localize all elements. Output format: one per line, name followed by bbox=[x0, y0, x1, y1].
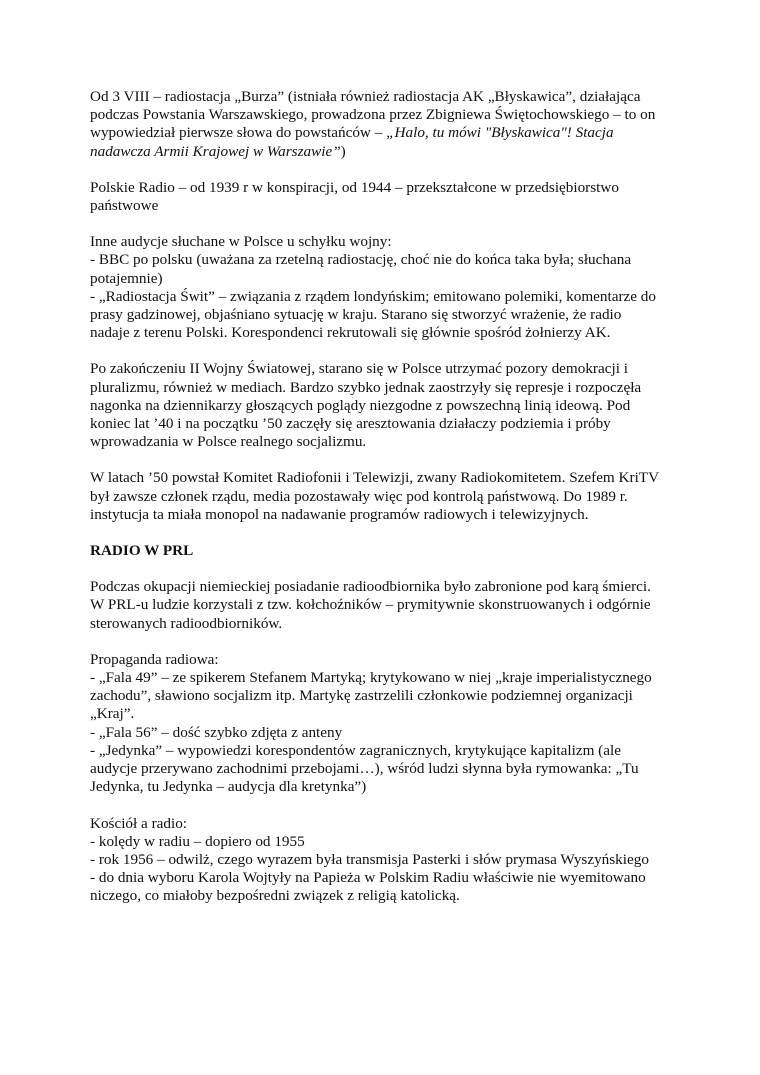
paragraph-inne-audycje bbox=[90, 233, 690, 342]
section-heading: RADIO W PRL bbox=[90, 542, 194, 560]
text-line: był zawsze członek rządu, media pozostawały więc pod kontrolą państwową. Do 1989 r. bbox=[90, 487, 628, 505]
text-segment: wypowiedział pierwsze słowa do powstańców – bbox=[90, 124, 387, 142]
paragraph-kosciol bbox=[90, 815, 690, 906]
text-line: nadaje z terenu Polski. Korespondenci rekrutowali się głównie spośród żołnierzy AK. bbox=[90, 324, 611, 342]
text-line: instytucja ta miała monopol na nadawanie programów radiowych i telewizyjnych. bbox=[90, 505, 589, 523]
text-line: - BBC po polsku (uważana za rzetelną radiostację, choć nie do końca taka była; słuchana bbox=[90, 251, 632, 269]
paragraph-okupacja bbox=[90, 578, 690, 633]
text-line: Podczas okupacji niemieckiej posiadanie radioodbiornika było zabronione pod karą śmierci. bbox=[90, 578, 651, 596]
paragraph-po-wojnie bbox=[90, 360, 690, 451]
paragraph-polskie-radio bbox=[90, 179, 690, 215]
text-line: Od 3 VIII – radiostacja „Burza” (istniała również radiostacja AK „Błyskawica”, działająca bbox=[90, 88, 641, 105]
text-line: „Kraj”. bbox=[90, 705, 135, 723]
paragraph-radiokomitet bbox=[90, 469, 690, 524]
text-line: - „Fala 56” – dość szybko zdjęta z anteny bbox=[90, 723, 343, 741]
paragraph-radio-burza bbox=[90, 88, 690, 161]
text-line: Inne audycje słuchane w Polsce u schyłku wojny: bbox=[90, 233, 392, 251]
text-line: Propaganda radiowa: bbox=[90, 650, 219, 668]
text-line: W PRL-u ludzie korzystali z tzw. kołchoźników – prymitywnie skonstruowanych i odgórnie bbox=[90, 596, 651, 614]
text-line: zachodu”, sławiono socjalizm itp. Martykę zastrzelili członkowie podziemnej organizacji bbox=[90, 687, 633, 705]
text-line: niczego, co miałoby bezpośredni związek z religią katolicką. bbox=[90, 887, 460, 905]
italic-quote: „Halo, tu mówi "Błyskawica"! Stacja bbox=[386, 124, 614, 142]
text-line bbox=[90, 143, 690, 161]
text-line: - kolędy w radiu – dopiero od 1955 bbox=[90, 832, 305, 850]
text-line: prasy gadzinowej, objaśniano sytuację w kraju. Starano się stworzyć wrażenie, że radio bbox=[90, 306, 622, 324]
text-line: koniec lat ’40 i na początku ’50 zaczęły się aresztowania działaczy podziemia i próby bbox=[90, 415, 611, 433]
document-page bbox=[90, 88, 690, 924]
text-line: państwowe bbox=[90, 197, 159, 215]
text-line: Polskie Radio – od 1939 r w konspiracji, od 1944 – przekształcone w przedsiębiorstwo bbox=[90, 178, 619, 196]
text-line: wprowadzania w Polsce realnego socjalizmu. bbox=[90, 433, 367, 451]
text-line: - „Radiostacja Świt” – związania z rządem londyńskim; emitowano polemiki, komentarze do bbox=[90, 287, 656, 305]
text-line: sterowanych radioodbiorników. bbox=[90, 614, 283, 632]
text-line: W latach ’50 powstał Komitet Radiofonii i Telewizji, zwany Radiokomitetem. Szefem KriTV bbox=[90, 469, 660, 487]
paragraph-propaganda bbox=[90, 651, 690, 797]
text-line: Kościół a radio: bbox=[90, 814, 188, 832]
italic-quote: nadawcza Armii Krajowej w Warszawie” bbox=[90, 142, 341, 160]
text-line: - rok 1956 – odwilż, czego wyrazem była transmisja Pasterki i słów prymasa Wyszyńskiego bbox=[90, 850, 649, 868]
text-line: audycje przerywano zachodnimi przebojami…), wśród ludzi słynna była rymowanka: „Tu bbox=[90, 760, 639, 778]
text-line: potajemnie) bbox=[90, 269, 163, 287]
text-line: Jedynka, tu Jedynka – audycja dla kretynka”) bbox=[90, 778, 367, 796]
text-line: podczas Powstania Warszawskiego, prowadzona przez Zbigniewa Świętochowskiego – to on bbox=[90, 106, 656, 124]
text-line: - „Fala 49” – ze spikerem Stefanem Martyką; krytykowano w niej „kraje imperialistycznego bbox=[90, 669, 652, 687]
text-line: - „Jedynka” – wypowiedzi korespondentów zagranicznych, krytykujące kapitalizm (ale bbox=[90, 741, 621, 759]
text-segment: ) bbox=[340, 142, 346, 160]
text-line: Po zakończeniu II Wojny Światowej, starano się w Polsce utrzymać pozory demokracji i bbox=[90, 360, 628, 378]
text-line bbox=[90, 124, 690, 142]
text-line: nagonka na dziennikarzy głoszących poglądy niezgodne z powszechną linią ideową. Pod bbox=[90, 396, 631, 414]
text-line: - do dnia wyboru Karola Wojtyły na Papieża w Polskim Radiu właściwie nie wyemitowano bbox=[90, 869, 646, 887]
text-line: pluralizmu, również w mediach. Bardzo szybko jednak zaostrzyły się represje i rozpoczęła bbox=[90, 378, 642, 396]
